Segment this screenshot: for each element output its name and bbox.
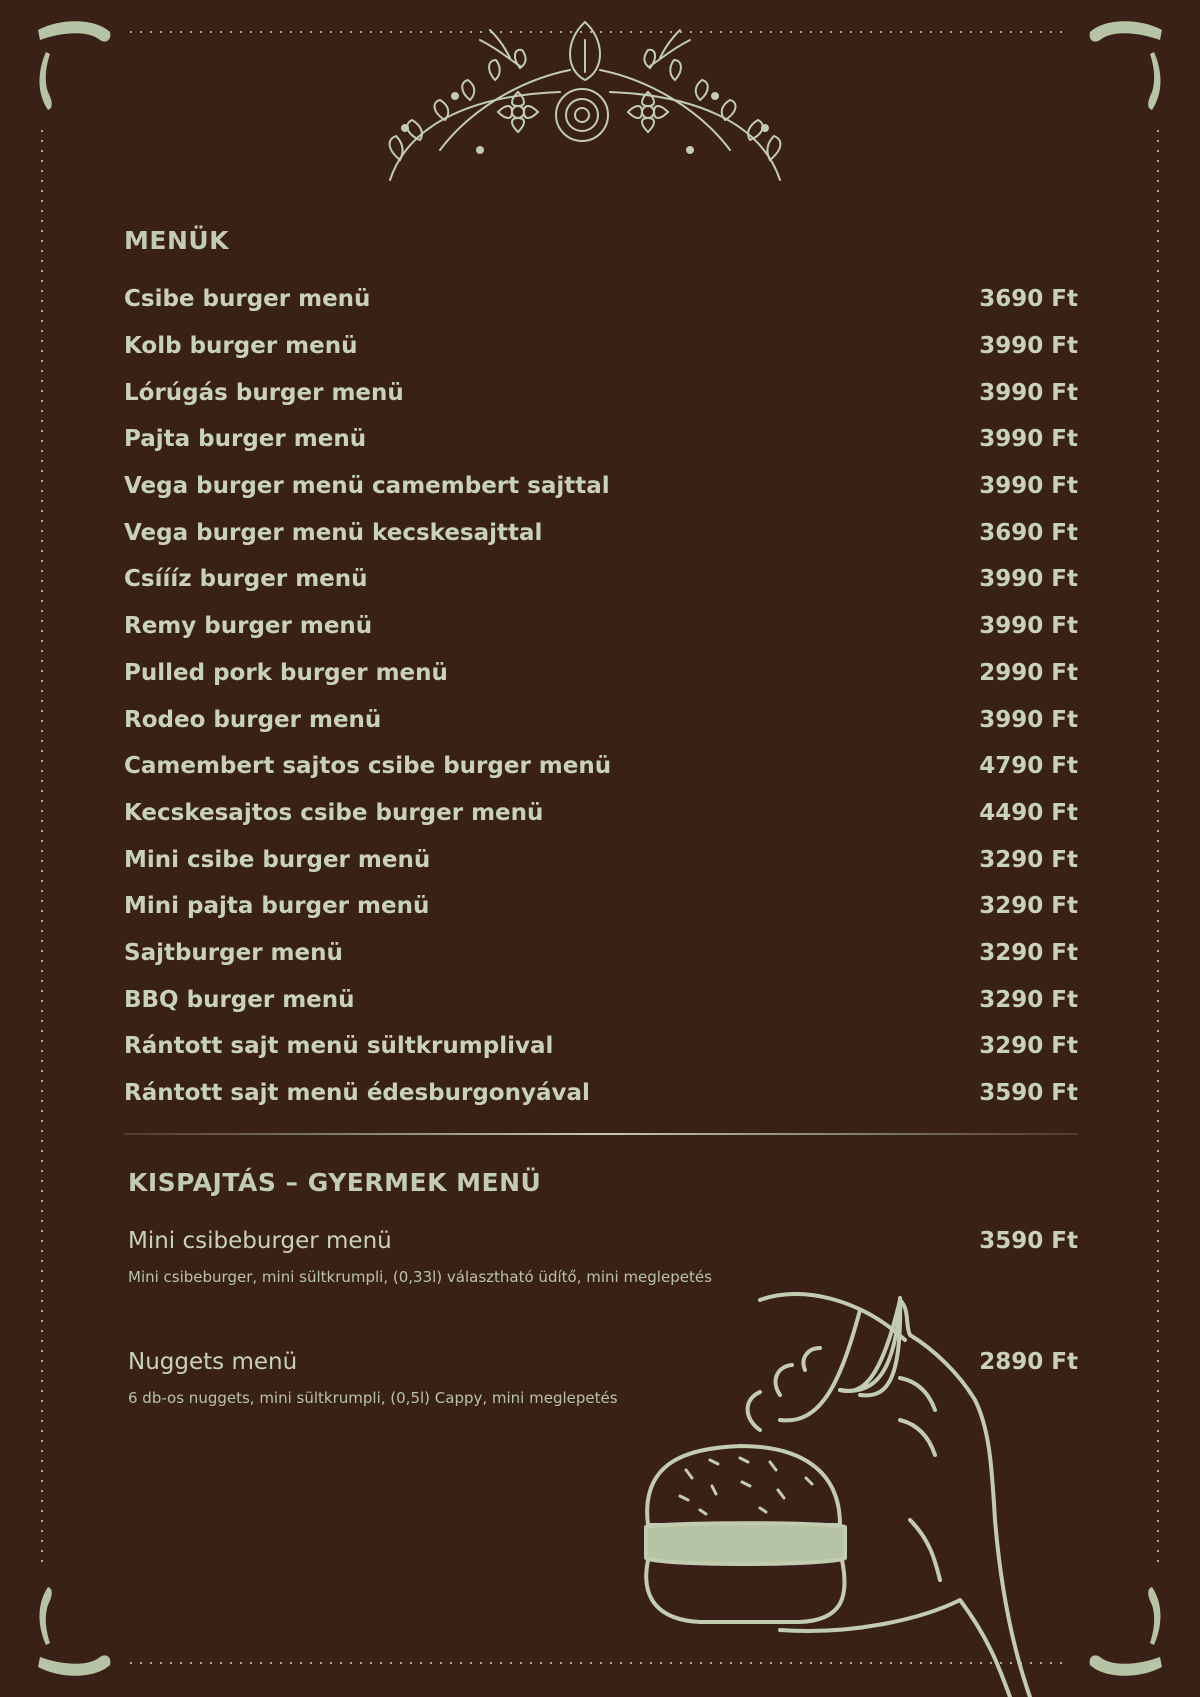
item-name: Vega burger menü camembert sajttal xyxy=(124,473,610,500)
menu-item xyxy=(124,1070,1078,1117)
item-price: 3290 Ft xyxy=(979,846,1078,873)
item-name: Csíííz burger menü xyxy=(124,566,368,593)
menu-item xyxy=(124,696,1078,743)
item-name: Mini csibeburger menü xyxy=(128,1228,392,1254)
kids-menu-item-head xyxy=(128,1349,1078,1375)
item-price: 3990 Ft xyxy=(979,613,1078,640)
item-name: Csibe burger menü xyxy=(124,286,371,313)
item-price: 3690 Ft xyxy=(979,286,1078,313)
menu-item xyxy=(124,323,1078,370)
menu-item xyxy=(124,276,1078,323)
floral-ornament-icon xyxy=(390,22,781,180)
item-name: Kecskesajtos csibe burger menü xyxy=(124,799,544,826)
menu-item xyxy=(124,930,1078,977)
item-name: Vega burger menü kecskesajttal xyxy=(124,519,543,546)
item-price: 3990 Ft xyxy=(979,379,1078,406)
item-price: 4490 Ft xyxy=(979,799,1078,826)
item-name: Nuggets menü xyxy=(128,1349,298,1375)
menu-item xyxy=(124,790,1078,837)
menu-item xyxy=(124,509,1078,556)
item-price: 3590 Ft xyxy=(979,1228,1078,1254)
section-title-kids: KISPAJTÁS – GYERMEK MENÜ xyxy=(128,1168,542,1197)
kids-menu-item xyxy=(128,1228,1078,1286)
item-name: Sajtburger menü xyxy=(124,939,343,966)
menu-item xyxy=(124,836,1078,883)
item-price: 2890 Ft xyxy=(979,1349,1078,1375)
menu-item xyxy=(124,1023,1078,1070)
item-price: 2990 Ft xyxy=(979,659,1078,686)
item-name: Lórúgás burger menü xyxy=(124,379,404,406)
menu-item xyxy=(124,883,1078,930)
item-description: 6 db-os nuggets, mini sültkrumpli, (0,5l) Cappy, mini meglepetés xyxy=(128,1389,618,1407)
item-name: Mini pajta burger menü xyxy=(124,893,430,920)
section-title-menus: MENÜK xyxy=(124,226,230,255)
menu-item xyxy=(124,650,1078,697)
item-name: Pajta burger menü xyxy=(124,426,367,453)
item-name: Rántott sajt menü édesburgonyával xyxy=(124,1080,590,1107)
item-description: Mini csibeburger, mini sültkrumpli, (0,33l) választható üdítő, mini meglepetés xyxy=(128,1268,712,1286)
menu-item xyxy=(124,463,1078,510)
item-price: 3990 Ft xyxy=(979,426,1078,453)
item-price: 3990 Ft xyxy=(979,706,1078,733)
kids-menu-item-head xyxy=(128,1228,1078,1254)
item-price: 4790 Ft xyxy=(979,753,1078,780)
menu-item xyxy=(124,416,1078,463)
item-name: Kolb burger menü xyxy=(124,333,358,360)
item-price: 3290 Ft xyxy=(979,1033,1078,1060)
section-divider xyxy=(124,1133,1078,1135)
menu-item xyxy=(124,603,1078,650)
item-price: 3690 Ft xyxy=(979,519,1078,546)
menu-item xyxy=(124,976,1078,1023)
menu-item xyxy=(124,369,1078,416)
item-price: 3290 Ft xyxy=(979,893,1078,920)
kids-menu-item xyxy=(128,1349,1078,1407)
item-name: Rántott sajt menü sültkrumplival xyxy=(124,1033,554,1060)
item-name: Rodeo burger menü xyxy=(124,706,382,733)
menu-item xyxy=(124,743,1078,790)
item-price: 3590 Ft xyxy=(979,1080,1078,1107)
item-price: 3990 Ft xyxy=(979,566,1078,593)
item-price: 3990 Ft xyxy=(979,473,1078,500)
menu-list xyxy=(124,276,1078,1116)
item-price: 3990 Ft xyxy=(979,333,1078,360)
item-name: BBQ burger menü xyxy=(124,986,355,1013)
item-name: Camembert sajtos csibe burger menü xyxy=(124,753,612,780)
item-name: Pulled pork burger menü xyxy=(124,659,448,686)
item-price: 3290 Ft xyxy=(979,939,1078,966)
item-name: Remy burger menü xyxy=(124,613,373,640)
item-price: 3290 Ft xyxy=(979,986,1078,1013)
item-name: Mini csibe burger menü xyxy=(124,846,431,873)
menu-item xyxy=(124,556,1078,603)
